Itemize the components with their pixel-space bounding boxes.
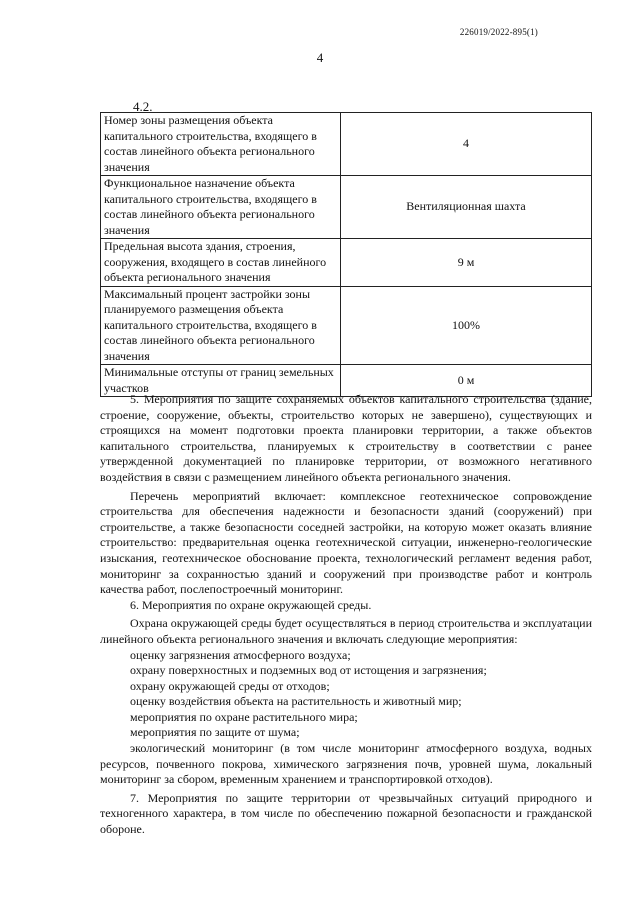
list-item: мероприятия по охране растительного мира; [130,709,358,724]
param-value-cell: 9 м [341,239,592,287]
list-item: охрану поверхностных и подземных вод от истощения и загрязнения; [130,663,487,678]
list-item: охрану окружающей среды от отходов; [130,678,330,693]
paragraph-6-intro: Охрана окружающей среды будет осуществляться в период строительства и эксплуатации линейного объекта регионального значения и включать следующие мероприятия: [100,616,592,646]
list-item: оценку загрязнения атмосферного воздуха; [130,647,351,662]
body-text [100,392,592,838]
param-name-cell: Предельная высота здания, строения, сооружения, входящего в состав линейного объекта регионального значения [101,239,341,287]
table-row [101,286,592,365]
param-name-cell: Максимальный процент застройки зоны планируемого размещения объекта капитального строительства, входящего в состав линейного объекта регионального значения [101,286,341,365]
paragraph-6-monitoring: экологический мониторинг (в том числе мониторинг атмосферного воздуха, водных ресурсов, почвенного покрова, химического загрязнения почв, уровней шума, локальный мониторинг за сбором, временным хранением и транспортировкой отходов). [100,741,592,787]
document-id: 226019/2022-895(1) [459,27,538,37]
paragraph-5: 5. Мероприятия по защите сохраняемых объектов капитального строительства (здание, строение, сооружение, объекты, строительство которых не завершено), существующих и строящихся на момент подготовки проекта планировки территории, а также объектов капитального строительства, планируемых к строительству в соответствии с ранее утвержденной документацией по планировке территории, от возможного негативного воздействия в связи с размещением линейного объекта регионального значения. [100,392,592,484]
table-row [101,176,592,239]
table-row [101,113,592,176]
param-value-cell: 100% [341,286,592,365]
list-item: оценку воздействия объекта на растительность и животный мир; [130,694,462,709]
paragraph-5-measures: Перечень мероприятий включает: комплексное геотехническое сопровождение строительства для обеспечения надежности и безопасности зданий (сооружений) при строительстве, а также безопасности соседней застройки, на которую может оказать влияние строительство: предварительная оценка геотехнической ситуации, инженерно-геологические изыскания, геотехническое обоснование проекта, технологический регламент ведения работ, мониторинг за сохранностью зданий и сооружений при производстве работ и контроль качества работ, послепостроечный мониторинг. [100,488,592,597]
param-name-cell: Номер зоны размещения объекта капитального строительства, входящего в состав линейного объекта регионального значения [101,113,341,176]
list-item: мероприятия по защите от шума; [130,725,300,740]
section-label: 4.2. [133,99,153,114]
page-number: 4 [316,50,324,65]
param-value-cell: 4 [341,113,592,176]
parameters-table [100,112,592,397]
table-row [101,239,592,287]
param-name-cell: Минимальные отступы от границ земельных участков [101,365,341,397]
paragraph-6-heading: 6. Мероприятия по охране окружающей среды. [130,597,372,612]
param-name-cell: Функциональное назначение объекта капитального строительства, входящего в состав линейного объекта регионального значения [101,176,341,239]
paragraph-7: 7. Мероприятия по защите территории от чрезвычайных ситуаций природного и техногенного характера, в том числе по обеспечению пожарной безопасности и гражданской обороне. [100,790,592,837]
param-value-cell: Вентиляционная шахта [341,176,592,239]
param-value-cell: 0 м [341,365,592,397]
